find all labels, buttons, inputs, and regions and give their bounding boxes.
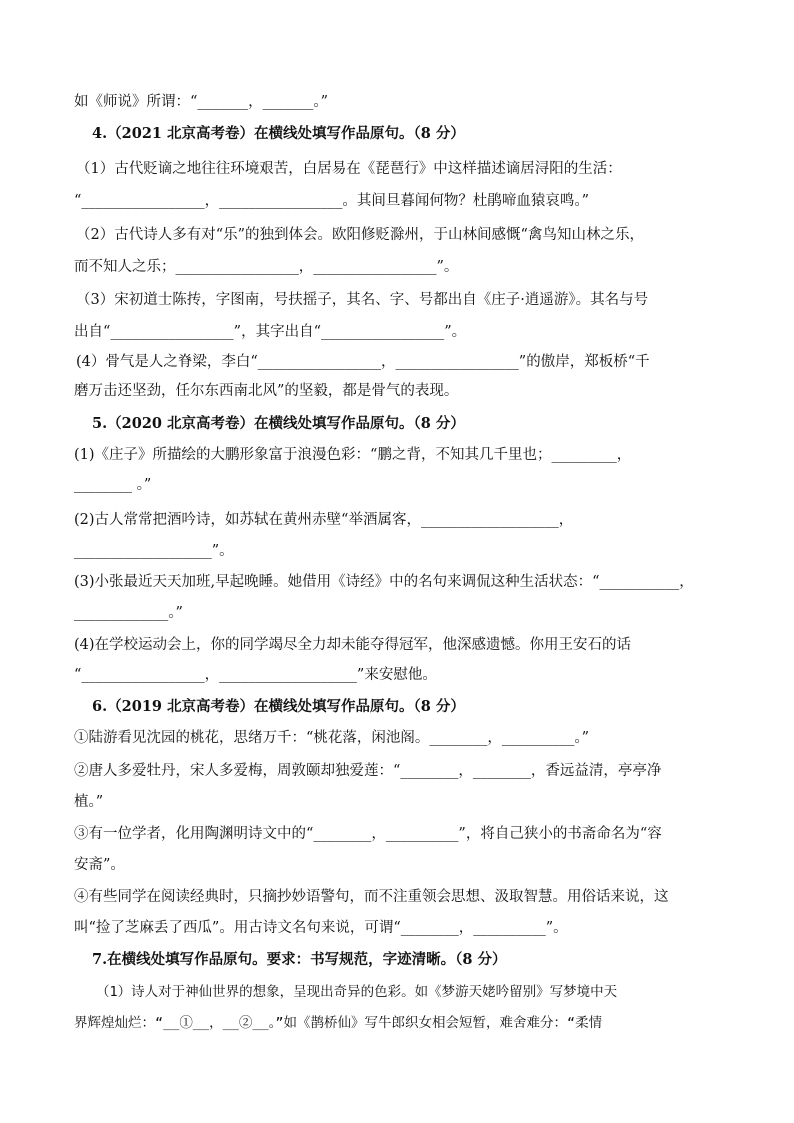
question-4-line: （3）宋初道士陈抟，字图南，号扶摇子，其名、字、号都出自《庄子·逍遥游》。其名与号 [76, 292, 649, 308]
question-7-heading: 7.在横线处填写作品原句。要求：书写规范，字迹清晰。（8 分） [92, 951, 507, 968]
question-6-line: ④有些同学在阅读经典时，只摘抄妙语警句，而不注重领会思想、汲取智慧。用俗话来说，这 [74, 889, 669, 905]
question-5-line: ___________________”。 [74, 543, 234, 559]
question-6-heading: 6.（2019 北京高考卷）在横线处填写作品原句。（8 分） [92, 698, 465, 715]
question-5-line: ________ 。” [74, 477, 152, 493]
question-6-line: ③有一位学者，化用陶渊明诗文中的“________，__________”，将自己狭小的书斋命名为“容 [74, 826, 662, 842]
question-5-line: (2)古人常常把酒吟诗，如苏轼在黄州赤壁“举酒属客，___________________， [74, 512, 574, 528]
question-5-line: (1)《庄子》所描绘的大鹏形象富于浪漫色彩：“鹏之背，不知其几千里也；_________， [74, 447, 632, 463]
question-7-line: （1）诗人对于神仙世界的想象，呈现出奇异的色彩。如《梦游天姥吟留别》写梦境中天 [96, 984, 618, 1000]
question-7-line: 界辉煌灿烂：“__①__，__②__。”如《鹊桥仙》写牛郎织女相会短暂，难舍难分：“柔情 [74, 1015, 603, 1031]
question-4-line: 而不知人之乐；_________________，_________________”。 [74, 259, 459, 275]
question-4-line: （1）古代贬谪之地往往环境艰苦，白居易在《琵琶行》中这样描述谪居浔阳的生活： [76, 161, 622, 177]
question-5-line: (3)小张最近天天加班,早起晚睡。她借用《诗经》中的名句来调侃这种生活状态：“___________， [74, 574, 694, 590]
question-6-line: ①陆游看见沈园的桃花，思绪万千：“桃花落，闲池阁。________，__________。” [74, 730, 590, 746]
question-4-line: (4）骨气是人之脊梁，李白“_________________，_________________”的傲岸，郑板桥“千 [76, 354, 650, 370]
question-4-line: 磨万击还坚劲，任尔东西南北风”的坚毅，都是骨气的表现。 [74, 383, 459, 399]
question-5-line: (4)在学校运动会上，你的同学竭尽全力却未能夺得冠军，他深感遗憾。你用王安石的话 [74, 637, 632, 653]
question-5-heading: 5.（2020 北京高考卷）在横线处填写作品原句。（8 分） [92, 415, 465, 432]
question-6-line: 安斋”。 [74, 857, 125, 873]
question-5-line: _____________。” [74, 605, 183, 621]
question-6-line: 植。” [74, 794, 104, 810]
question-5-line: “_________________，___________________”来安慰他。 [74, 667, 437, 683]
question-4-line: （2）古代诗人多有对“乐”的独到体会。欧阳修贬滁州，于山林间感慨“禽鸟知山林之乐， [76, 227, 644, 243]
intro-line: 如《师说》所谓：“_______，_______。” [74, 94, 329, 110]
question-4-line: 出自“_________________”，其字出自“_________________”。 [74, 324, 467, 340]
question-6-line: ②唐人多爱牡丹，宋人多爱梅，周敦颐却独爱莲：“________，________，香远益清，亭亭净 [74, 763, 662, 779]
question-4-line: “_________________，_________________。其间旦暮闻何物？杜鹃啼血猿哀鸣。” [74, 193, 590, 209]
question-6-line: 叫“捡了芝麻丢了西瓜”。用古诗文名句来说，可谓“________，__________”。 [74, 920, 568, 936]
question-4-heading: 4.（2021 北京高考卷）在横线处填写作品原句。（8 分） [92, 125, 465, 142]
